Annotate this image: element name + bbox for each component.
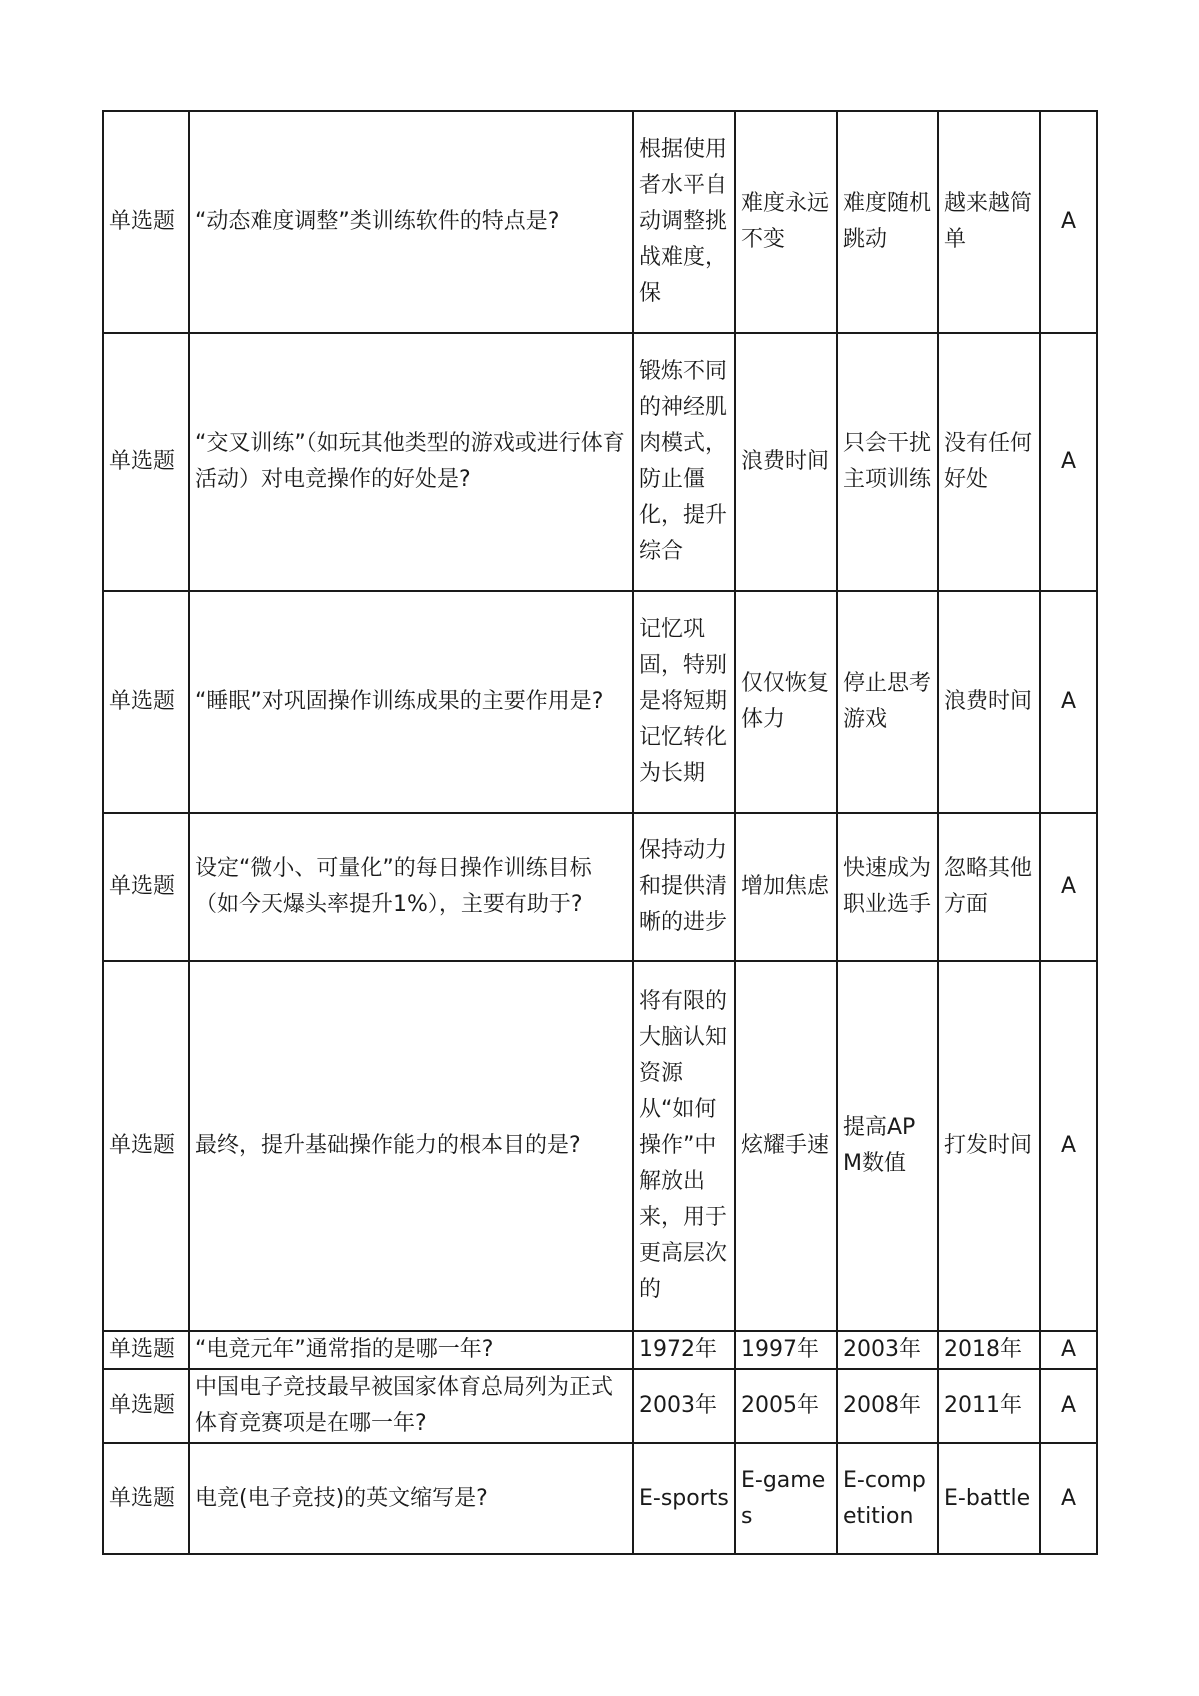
option-d: 打发时间 bbox=[938, 961, 1040, 1331]
question-text: 中国电子竞技最早被国家体育总局列为正式体育竞赛项是在哪一年? bbox=[189, 1369, 633, 1443]
question-type: 单选题 bbox=[103, 591, 189, 813]
question-text: “睡眠”对巩固操作训练成果的主要作用是? bbox=[189, 591, 633, 813]
table-row bbox=[103, 591, 1097, 813]
option-a bbox=[633, 111, 735, 333]
option-a-text: 保持动力和提供清晰的进步 bbox=[639, 838, 728, 935]
answer: A bbox=[1040, 111, 1097, 333]
option-a-text: 记忆巩固，特别是将短期记忆转化为长期 bbox=[639, 617, 728, 786]
option-a-text: 将有限的大脑认知资源从“如何操作”中解放出来，用于更高层次的 bbox=[639, 989, 728, 1302]
table-row bbox=[103, 1443, 1097, 1554]
table-row bbox=[103, 813, 1097, 961]
option-b: 增加焦虑 bbox=[735, 813, 837, 961]
question-type: 单选题 bbox=[103, 961, 189, 1331]
option-d: E-battle bbox=[938, 1443, 1040, 1554]
table-row bbox=[103, 961, 1097, 1331]
option-d: 2018年 bbox=[938, 1331, 1040, 1369]
question-text: 设定“微小、可量化”的每日操作训练目标（如今天爆头率提升1%），主要有助于? bbox=[189, 813, 633, 961]
option-c: 快速成为职业选手 bbox=[837, 813, 938, 961]
option-a bbox=[633, 813, 735, 961]
option-d: 没有任何好处 bbox=[938, 333, 1040, 591]
answer: A bbox=[1040, 1369, 1097, 1443]
question-text: 电竞(电子竞技)的英文缩写是? bbox=[189, 1443, 633, 1554]
option-b: 炫耀手速 bbox=[735, 961, 837, 1331]
option-a-text: 锻炼不同的神经肌肉模式，防止僵化，提升综合 bbox=[639, 359, 728, 564]
option-a bbox=[633, 961, 735, 1331]
option-a: 1972年 bbox=[633, 1331, 735, 1369]
answer: A bbox=[1040, 961, 1097, 1331]
question-type: 单选题 bbox=[103, 111, 189, 333]
question-text: “交叉训练”（如玩其他类型的游戏或进行体育活动）对电竞操作的好处是? bbox=[189, 333, 633, 591]
table-row bbox=[103, 1369, 1097, 1443]
option-d: 越来越简单 bbox=[938, 111, 1040, 333]
option-c: 难度随机跳动 bbox=[837, 111, 938, 333]
question-text: “电竞元年”通常指的是哪一年? bbox=[189, 1331, 633, 1369]
question-type: 单选题 bbox=[103, 1369, 189, 1443]
option-c: 只会干扰主项训练 bbox=[837, 333, 938, 591]
option-a-text: 根据使用者水平自动调整挑战难度，保 bbox=[639, 137, 728, 306]
option-c: 停止思考游戏 bbox=[837, 591, 938, 813]
question-type: 单选题 bbox=[103, 333, 189, 591]
question-text: 最终，提升基础操作能力的根本目的是? bbox=[189, 961, 633, 1331]
option-b: 浪费时间 bbox=[735, 333, 837, 591]
option-b: 2005年 bbox=[735, 1369, 837, 1443]
answer: A bbox=[1040, 333, 1097, 591]
option-b: 仅仅恢复体力 bbox=[735, 591, 837, 813]
option-c: 2008年 bbox=[837, 1369, 938, 1443]
option-c: 提高APM数值 bbox=[837, 961, 938, 1331]
table-row bbox=[103, 111, 1097, 333]
option-d: 浪费时间 bbox=[938, 591, 1040, 813]
option-d: 忽略其他方面 bbox=[938, 813, 1040, 961]
answer: A bbox=[1040, 813, 1097, 961]
question-type: 单选题 bbox=[103, 1443, 189, 1554]
table-row bbox=[103, 333, 1097, 591]
option-c: E-competition bbox=[837, 1443, 938, 1554]
answer: A bbox=[1040, 1331, 1097, 1369]
option-a bbox=[633, 591, 735, 813]
option-b: 1997年 bbox=[735, 1331, 837, 1369]
option-d: 2011年 bbox=[938, 1369, 1040, 1443]
question-table bbox=[102, 110, 1098, 1555]
option-a: E-sports bbox=[633, 1443, 735, 1554]
option-b: E-games bbox=[735, 1443, 837, 1554]
answer: A bbox=[1040, 1443, 1097, 1554]
option-a: 2003年 bbox=[633, 1369, 735, 1443]
option-a bbox=[633, 333, 735, 591]
option-c: 2003年 bbox=[837, 1331, 938, 1369]
table-row bbox=[103, 1331, 1097, 1369]
question-type: 单选题 bbox=[103, 1331, 189, 1369]
answer: A bbox=[1040, 591, 1097, 813]
option-b: 难度永远不变 bbox=[735, 111, 837, 333]
question-type: 单选题 bbox=[103, 813, 189, 961]
question-text: “动态难度调整”类训练软件的特点是? bbox=[189, 111, 633, 333]
